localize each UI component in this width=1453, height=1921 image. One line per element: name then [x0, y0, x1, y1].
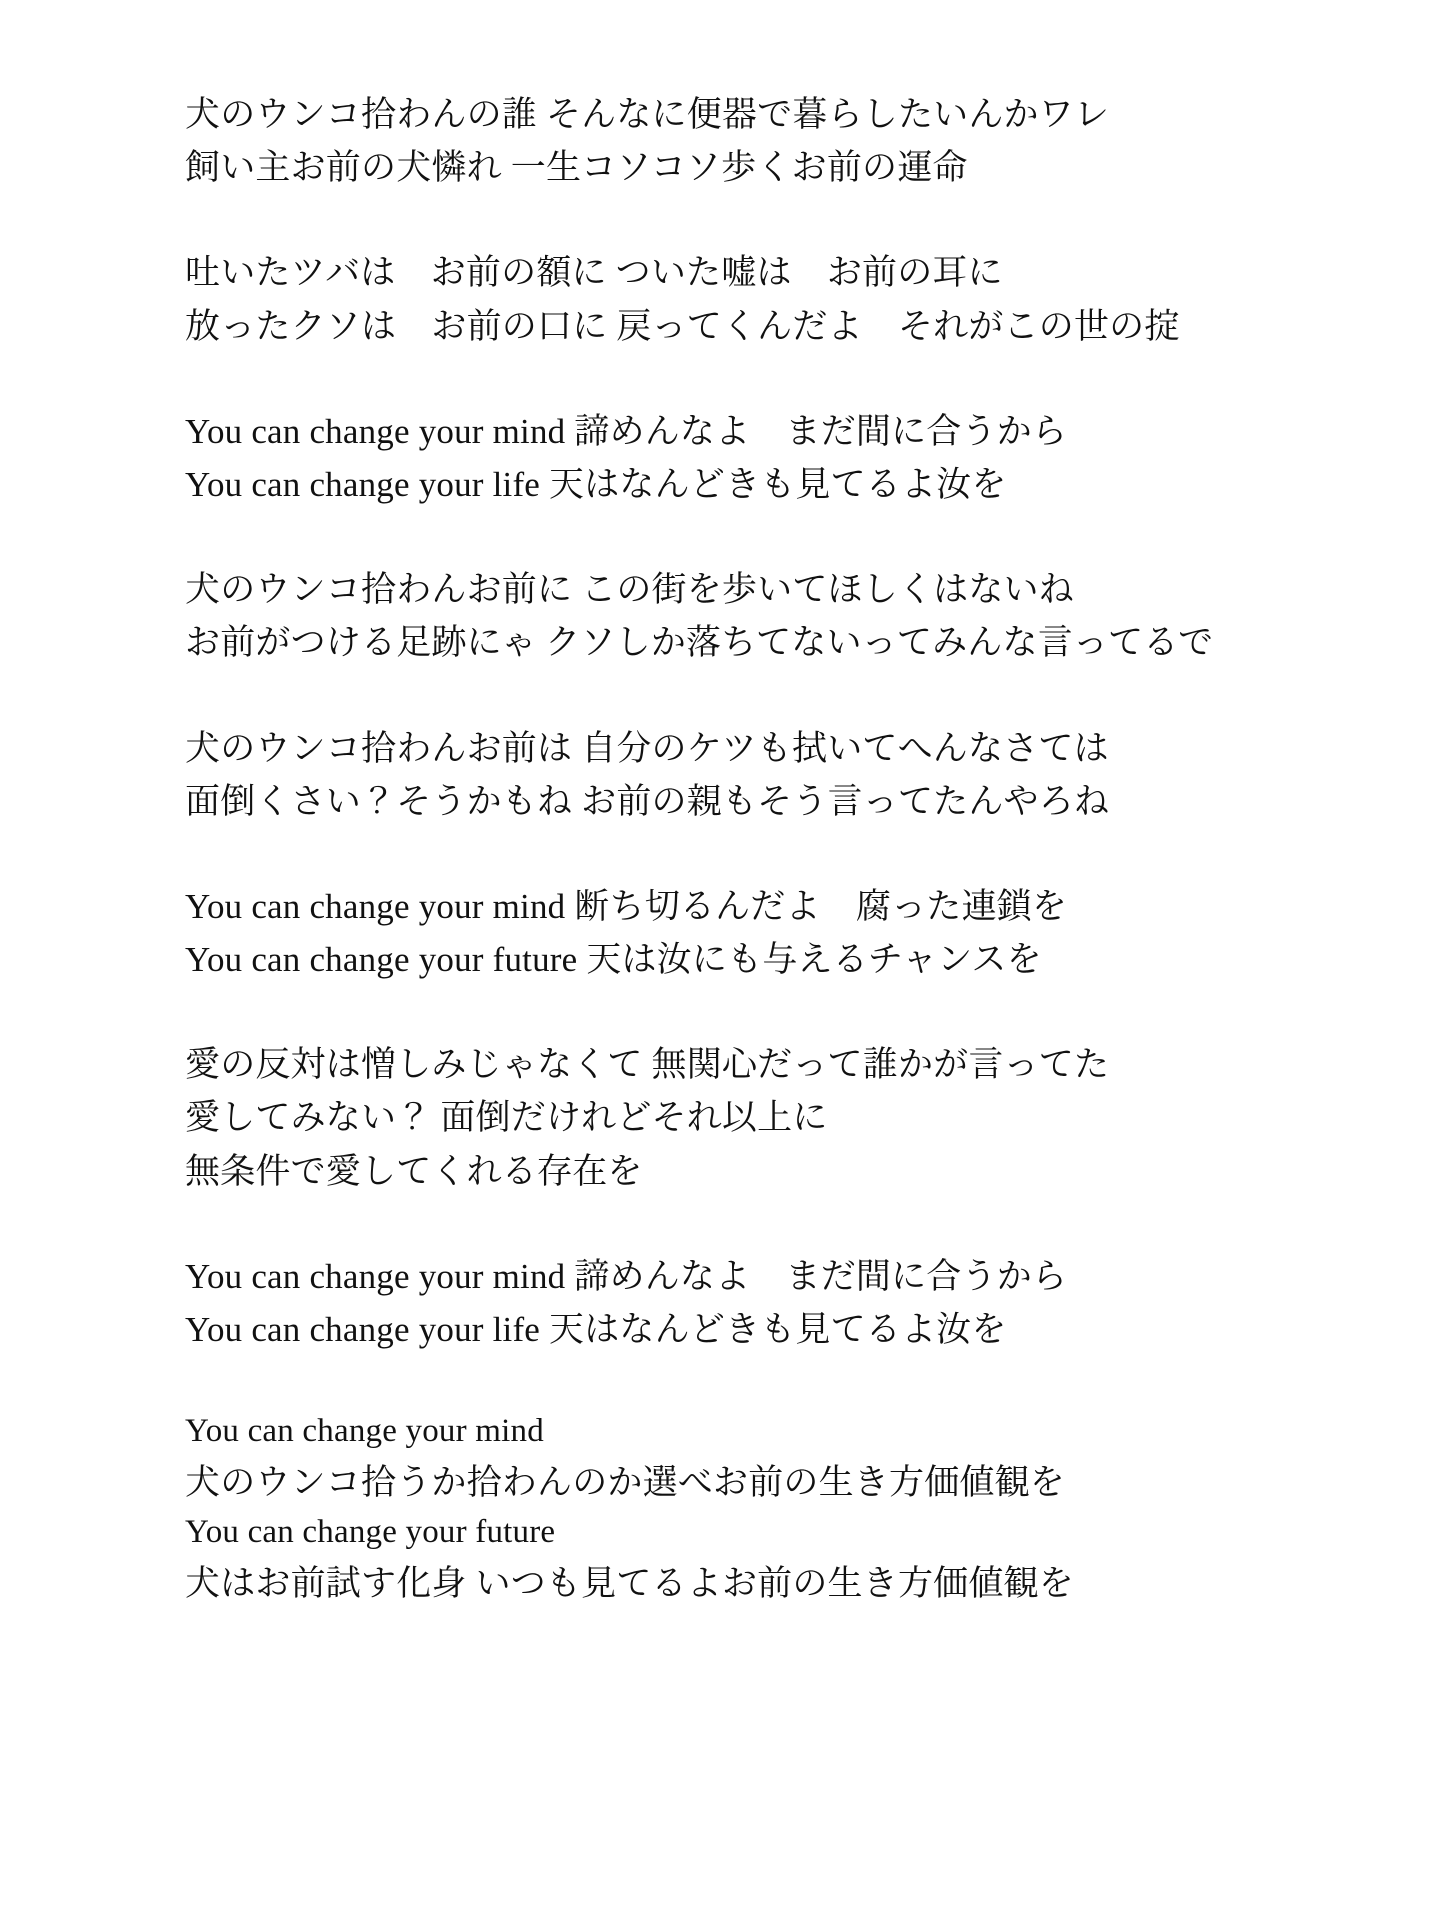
lyrics-line: You can change your life 天はなんどきも見てるよ汝を: [185, 1310, 1007, 1349]
lyrics-line: 愛してみない？ 面倒だけれどそれ以上に: [185, 1098, 828, 1138]
lyrics-body: [185, 88, 1303, 1610]
lyrics-stanza: [185, 563, 1303, 669]
lyrics-line: You can change your mind: [185, 1413, 544, 1450]
lyrics-line: 犬はお前試す化身 いつも見てるよお前の生き方価値観を: [185, 1564, 1074, 1604]
lyrics-line: 無条件で愛してくれる存在を: [185, 1151, 643, 1191]
lyrics-stanza: [185, 880, 1303, 986]
lyrics-stanza: [185, 405, 1303, 511]
lyrics-line: 面倒くさい？そうかもね お前の親もそう言ってたんやろね: [185, 781, 1110, 821]
lyrics-line: You can change your future 天は汝にも与えるチャンスを: [185, 940, 1042, 980]
lyrics-stanza: [185, 1408, 1303, 1610]
lyrics-line: You can change your mind 諦めんなよ まだ間に合うから: [185, 1256, 1068, 1296]
lyrics-line: You can change your mind 諦めんなよ まだ間に合うから: [185, 411, 1068, 451]
lyrics-line: 飼い主お前の犬憐れ 一生コソコソ歩くお前の運命: [185, 148, 968, 188]
lyrics-stanza: [185, 1250, 1303, 1356]
lyrics-stanza: [185, 246, 1303, 352]
lyrics-line: You can change your future: [185, 1514, 556, 1551]
lyrics-stanza: [185, 722, 1303, 828]
lyrics-line: 犬のウンコ拾うか拾わんのか選べお前の生き方価値観を: [185, 1463, 1066, 1503]
lyrics-line: You can change your life 天はなんどきも見てるよ汝を: [185, 464, 1007, 504]
lyrics-stanza: [185, 1038, 1303, 1198]
lyrics-line: 愛の反対は憎しみじゃなくて 無関心だって誰かが言ってた: [185, 1045, 1110, 1085]
lyrics-line: 犬のウンコ拾わんの誰 そんなに便器で暮らしたいんかワレ: [185, 95, 1110, 134]
lyrics-line: You can change your mind 断ち切るんだよ 腐った連鎖を: [185, 886, 1068, 926]
lyrics-line: 放ったクソは お前の口に 戻ってくんだよ それがこの世の掟: [185, 306, 1180, 346]
lyrics-line: 犬のウンコ拾わんお前は 自分のケツも拭いてへんなさては: [185, 728, 1109, 768]
lyrics-line: 犬のウンコ拾わんお前に この街を歩いてほしくはないね: [185, 570, 1074, 610]
lyrics-line: お前がつける足跡にゃ クソしか落ちてないってみんな言ってるで: [185, 623, 1214, 663]
lyrics-stanza: [185, 88, 1303, 194]
lyrics-line: 吐いたツバは お前の額に ついた嘘は お前の耳に: [185, 253, 1003, 293]
